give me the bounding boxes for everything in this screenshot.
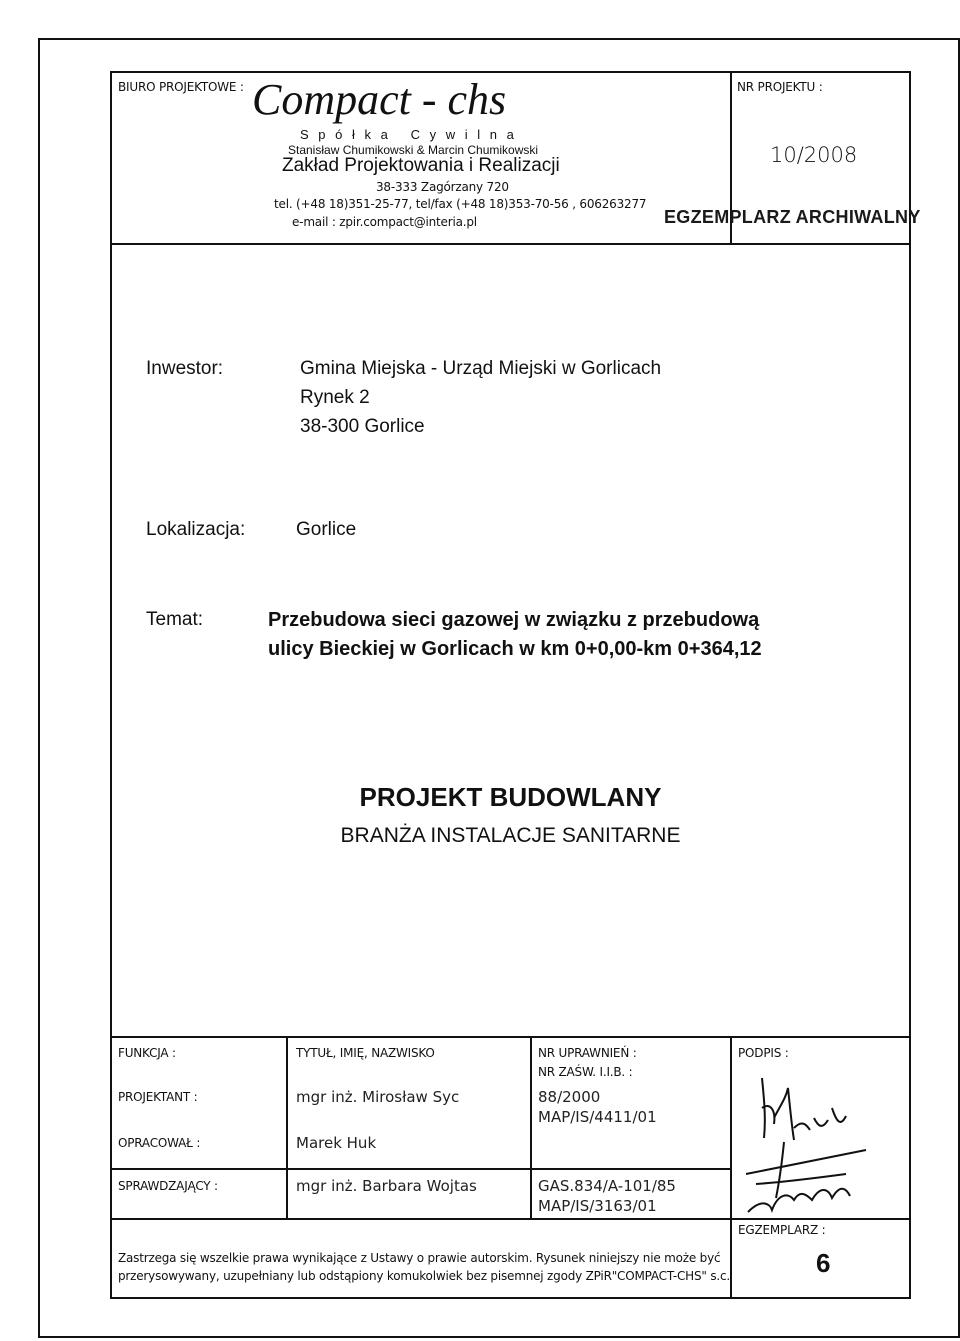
company-division: Zakład Projektowania i Realizacji bbox=[282, 155, 560, 176]
company-email: e-mail : zpir.compact@interia.pl bbox=[292, 215, 477, 229]
col-signature-header: PODPIS : bbox=[738, 1046, 789, 1060]
col-function-header: FUNKCJA : bbox=[118, 1046, 176, 1060]
location-value: Gorlice bbox=[296, 519, 357, 540]
table-top-line bbox=[110, 1036, 909, 1038]
investor-line-2: Rynek 2 bbox=[300, 387, 370, 408]
copy-box-line bbox=[730, 1218, 909, 1220]
investor-line-1: Gmina Miejska - Urząd Miejski w Gorlicach bbox=[300, 358, 662, 379]
investor-line-3: 38-300 Gorlice bbox=[300, 416, 425, 437]
row-checker-function: SPRAWDZAJĄCY : bbox=[118, 1179, 218, 1193]
col-name-header: TYTUŁ, IMIĘ, NAZWISKO bbox=[296, 1046, 435, 1060]
investor-label: Inwestor: bbox=[146, 358, 224, 379]
row-prepared-function: OPRACOWAŁ : bbox=[118, 1136, 201, 1150]
subject-label: Temat: bbox=[146, 609, 204, 630]
project-number-label: NR PROJEKTU : bbox=[737, 80, 823, 94]
company-type: S p ó ł k a C y w i l n a bbox=[300, 127, 517, 142]
row-designer-name: mgr inż. Mirosław Syc bbox=[296, 1088, 460, 1106]
copyright-line-1: Zastrzega się wszelkie prawa wynikające z Ustawy o prawie autorskim. Rysunek niniejszy nie może być bbox=[118, 1251, 721, 1265]
row-designer-function: PROJEKTANT : bbox=[118, 1090, 198, 1104]
document-type: PROJEKT BUDOWLANY bbox=[359, 782, 662, 812]
company-address: 38-333 Zagórzany 720 bbox=[376, 180, 509, 194]
row-checker-license: GAS.834/A-101/85 bbox=[538, 1177, 676, 1195]
archive-stamp: EGZEMPLARZ ARCHIWALNY bbox=[664, 207, 921, 227]
row-designer-license2: MAP/IS/4411/01 bbox=[538, 1108, 657, 1126]
row-designer-license: 88/2000 bbox=[538, 1088, 601, 1106]
subject-line-2: ulicy Bieckiej w Gorlicach w km 0+0,00-km 0+364,12 bbox=[268, 638, 762, 660]
signature-checker bbox=[736, 1138, 906, 1218]
row-checker-license2: MAP/IS/3163/01 bbox=[538, 1197, 657, 1215]
office-label: BIURO PROJEKTOWE : bbox=[118, 80, 244, 94]
subject-line-1: Przebudowa sieci gazowej w związku z przebudową bbox=[268, 609, 760, 631]
table-col-line-2 bbox=[530, 1036, 532, 1218]
row-prepared-name: Marek Huk bbox=[296, 1134, 377, 1152]
location-label: Lokalizacja: bbox=[146, 519, 246, 540]
company-logo-text: Compact - chs bbox=[252, 75, 507, 124]
copy-number: 6 bbox=[816, 1248, 831, 1278]
table-col-line-3 bbox=[730, 1036, 732, 1218]
row-checker-name: mgr inż. Barbara Wojtas bbox=[296, 1177, 477, 1195]
company-phone: tel. (+48 18)351-25-77, tel/fax (+48 18)353-70-56 , 606263277 bbox=[274, 197, 647, 211]
discipline: BRANŻA INSTALACJE SANITARNE bbox=[340, 824, 681, 847]
col-license2-header: NR ZAŚW. I.I.B. : bbox=[538, 1065, 633, 1079]
copyright-line-2: przerysowywany, uzupełniany lub odstąpiony komukolwiek bez pisemnej zgody ZPiR"COMPACT-CHS" s.c. bbox=[118, 1269, 731, 1283]
table-col-line-1 bbox=[286, 1036, 288, 1218]
copy-label: EGZEMPLARZ : bbox=[738, 1223, 826, 1237]
col-license-header: NR UPRAWNIEŃ : bbox=[538, 1046, 637, 1060]
project-number: 10/2008 bbox=[770, 143, 858, 167]
company-owners: Stanisław Chumikowski & Marcin Chumikowski bbox=[288, 143, 539, 157]
table-row-line-1 bbox=[110, 1168, 730, 1170]
copy-box-divider bbox=[730, 1218, 732, 1297]
